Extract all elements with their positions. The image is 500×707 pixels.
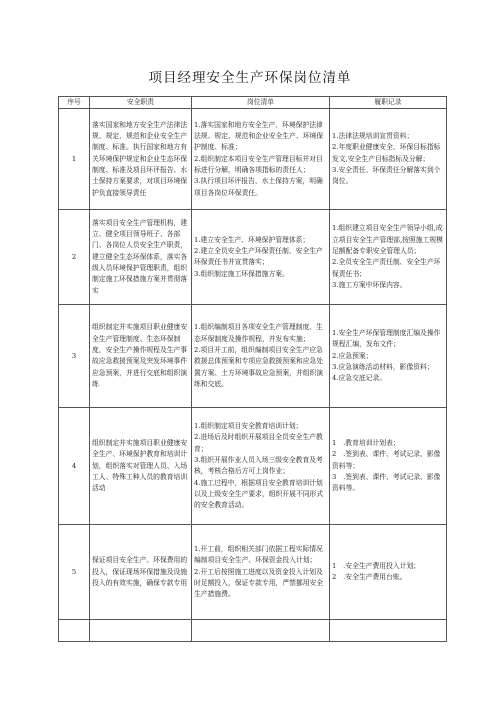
row-number: 5: [59, 525, 90, 620]
row-number: 2: [59, 210, 90, 305]
list-line: 1.建立安全生产、环境保护管理体系；: [194, 235, 310, 244]
record-line: 2 .签到表、课件、考试记录、影像资料等；: [332, 450, 441, 470]
header-duty: 安全职责: [90, 97, 192, 109]
list-line: 4.施工过程中，根据项目安全教育培训计划以及上级安全生产要求，组织开展不同形式的安全教育活动。: [194, 478, 324, 510]
duty-cell: 组织制定并实施项目职业健康安全生产管理制度、生态环保制度，安全生产操作规程及生产事故应急救援预案及突发环境事件应急预案，并进行交底和组织演练: [90, 305, 192, 408]
record-line: 1.组织建立项目安全生产领导小组,成立项目安全生产管理部,按照施工规模足额配备专职安全管理人员；: [332, 224, 443, 255]
table-row: [59, 210, 447, 305]
list-line: 1.落实国家和地方安全生产、环境保护法律法规、规定、规范和企业安全生产、环境保护制度、标准；: [194, 120, 324, 152]
list-cell: [192, 620, 330, 642]
record-line: 2.应急预案；: [332, 351, 373, 360]
responsibility-table: [58, 96, 447, 642]
table-row: [59, 109, 447, 210]
record-cell: [330, 210, 447, 305]
header-record: 履职记录: [330, 97, 447, 109]
header-row: [59, 97, 447, 109]
list-line: 2.开工后按照施工进度以及资金投入计划及时足额投入，保证专款专用，严禁挪用安全生产措施费。: [194, 567, 324, 599]
list-line: 1.组织制定项目安全教育培训计划；: [194, 422, 303, 431]
list-cell: [192, 525, 330, 620]
record-line: 3.施工方案中环保内容。: [332, 280, 407, 289]
duty-cell: 保证项目安全生产、环保费用的投入，保证现场环保措施及设施投入的有效实施，确保专款专用: [90, 525, 192, 620]
record-line: 4.应急交底记录。: [332, 374, 387, 383]
duty-cell: [90, 620, 192, 642]
header-num: 序号: [59, 97, 90, 109]
document-title: 项目经理安全生产环保岗位清单: [148, 70, 352, 86]
table-row: [59, 525, 447, 620]
list-line: 3.组织制定施工环保措施方案。: [194, 269, 289, 278]
list-line: 2.建立全员安全生产环保责任制、安全生产环保责任书并宣贯落实；: [194, 247, 323, 267]
record-cell: [330, 109, 447, 210]
row-number: 3: [59, 305, 90, 408]
list-line: 1.组织编制项目各项安全生产管理制度、生态环保制度及操作规程，并发布实施；: [194, 323, 323, 343]
row-number: [59, 620, 90, 642]
record-line: 3 .签到表、课件、考试记录、影像资料等。: [332, 472, 441, 493]
record-cell: [330, 305, 447, 408]
record-line: 1 .安全生产费用投入计划；: [332, 562, 421, 570]
record-line: 2.年度职业健康安全、环保目标指标发文,安全生产目标指标及分解；: [332, 143, 441, 163]
table-row-empty: [59, 620, 447, 642]
duty-cell: 组织制定并实施项目职业健康安全生产、环境保护教育和培训计划，组织落实对管理人员、入场工人、特殊工种人员的教育培训活动: [90, 408, 192, 525]
record-cell: [330, 620, 447, 642]
duty-cell: 落实项目安全生产管理机构，建立、健全项目领导班子、各部门、各岗位人员安全生产职责，建立健全生态环保体系，落实各级人员环境保护管理职责，组织制定施工环保措施方案并贯彻落实: [90, 210, 192, 305]
record-cell: [330, 525, 447, 620]
list-line: 2.项目开工前，组织编制项目安全生产应急救援总体预案和专项应急救援预案和应急处置方案、土方环境事故应急预案，并组织演练和交底。: [194, 346, 324, 388]
record-line: 1.法律法规培训宣贯资料；: [332, 132, 414, 141]
list-cell: [192, 109, 330, 210]
table-row: [59, 305, 447, 408]
list-cell: [192, 210, 330, 305]
duty-cell: 落实国家和地方安全生产法律法规、规定、规范和企业安全生产制度、标准。执行国家和地方有关环境保护规定和企业生态环保制度、标准及项目环评报告、水土保持方案要求，对项目环境保护负直接领导责任: [90, 109, 192, 210]
row-number: 1: [59, 109, 90, 210]
record-line: 2 .安全生产费用台账。: [332, 573, 407, 582]
list-cell: [192, 305, 330, 408]
header-list: 岗位清单: [192, 97, 330, 109]
list-line: 2.组织制定本项目安全生产管理目标并对目标进行分解，明确各项指标的责任人；: [194, 154, 323, 174]
table-row: [59, 408, 447, 525]
record-cell: [330, 408, 447, 525]
list-cell: [192, 408, 330, 525]
record-line: 3.安全责任、环保责任分解落实到个岗位。: [332, 165, 441, 186]
list-line: 2.进场后及时组织开展项目全员安全生产教育；: [194, 433, 323, 453]
record-line: 3.应急演练活动材料，影像资料；: [332, 362, 434, 371]
record-line: 1 .教育培训计划表；: [332, 439, 400, 448]
record-line: 1.安全生产环保管理制度汇编及操作规程汇编，发布文件；: [332, 329, 441, 349]
row-number: 4: [59, 408, 90, 525]
list-line: 3.组织开展作业人员入场三级安全教育及考核，考核合格后方可上岗作业；: [194, 456, 323, 476]
list-line: 1.开工前，组织相关部门依据工程实际情况编制项目安全生产、环保资金投入计划；: [194, 545, 323, 565]
record-line: 2.全员安全生产责任制、安全生产环保责任书；: [332, 258, 441, 278]
list-line: 3.执行项目环评报告、水土保持方案，明确项目各岗位环保责任。: [194, 177, 323, 197]
